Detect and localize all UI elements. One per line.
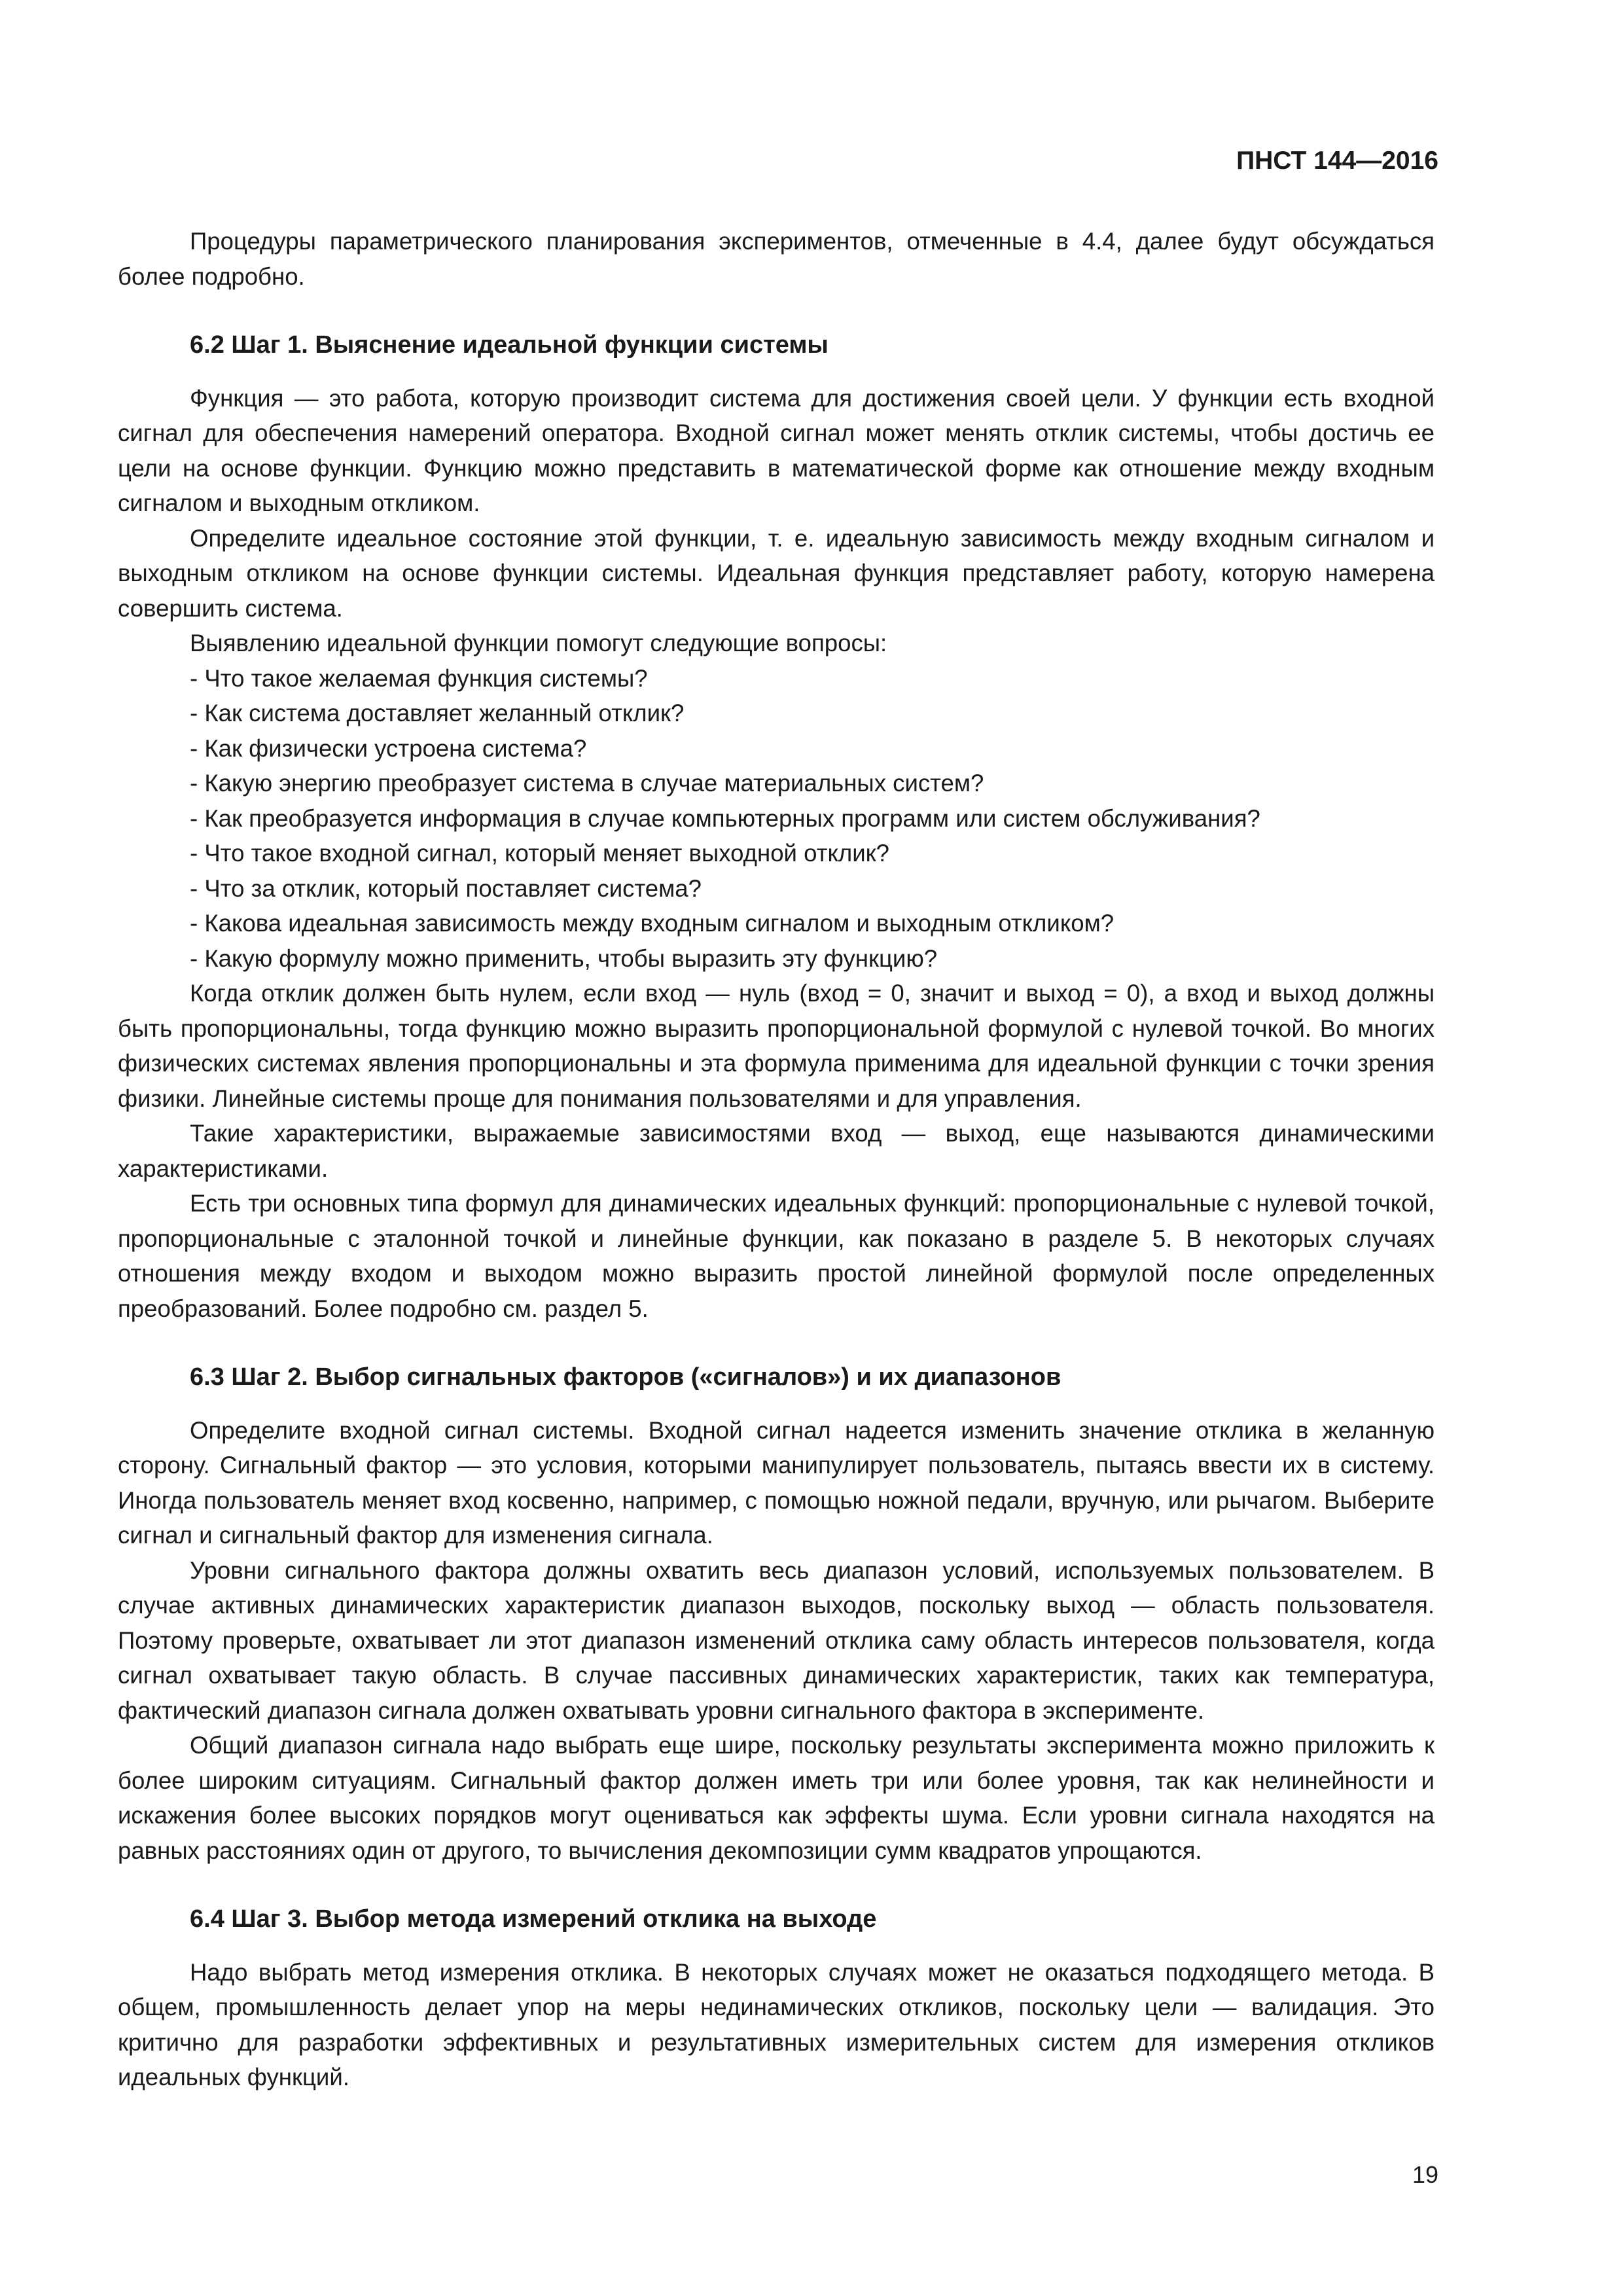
section-6-3-paragraph-2: Уровни сигнального фактора должны охватить весь диапазон условий, используемых пользователем. В случае активных динамических характеристик диапазон выходов, поскольку выход — область пользователя. Поэтому проверьте, охватывает ли этот диапазон изменений отклика саму область интересов пользователя, когда сигнал охватывает такую область. В случае пассивных динамических характеристик, таких как температура, фактический диапазон сигнала должен охватывать уровни сигнального фактора в эксперименте.	[118, 1556, 1435, 1724]
questions-list	[118, 661, 1435, 977]
document-code-header: ПНСТ 144—2016	[1236, 147, 1438, 175]
page-content	[118, 224, 1435, 2095]
section-6-2-paragraph-3: Выявлению идеальной функции помогут следующие вопросы:	[190, 630, 887, 656]
list-item: - Какую энергию преобразует система в случае материальных систем?	[190, 770, 984, 797]
intro-paragraph: Процедуры параметрического планирования экспериментов, отмеченные в 4.4, далее будут обсуждаться более подробно.	[118, 228, 1435, 290]
section-6-3-heading: 6.3 Шаг 2. Выбор сигнальных факторов («сигналов») и их диапазонов	[190, 1363, 1061, 1391]
section-6-2-paragraph-1: Функция — это работа, которую производит система для достижения своей цели. У функции есть входной сигнал для обеспечения намерений оператора. Входной сигнал может менять отклик системы, чтобы достичь ее цели на основе функции. Функцию можно представить в математической форме как отношение между входным сигналом и выходным откликом.	[118, 384, 1435, 516]
list-item: - Что такое желаемая функция системы?	[190, 664, 648, 692]
section-6-2-paragraph-6: Есть три основных типа формул для динамических идеальных функций: пропорциональные с нулевой точкой, пропорциональные с эталонной точкой и линейные функции, как показано в разделе 5. В некоторых случаях отношения между входом и выходом можно выразить простой линейной формулой после определенных преобразований. Более подробно см. раздел 5.	[118, 1190, 1435, 1322]
section-6-3-paragraph-3: Общий диапазон сигнала надо выбрать еще шире, поскольку результаты эксперимента можно приложить к более широким ситуациям. Сигнальный фактор должен иметь три или более уровня, так как нелинейности и искажения более высоких порядков могут оцениваться как эффекты шума. Если уровни сигнала находятся на равных расстояниях один от другого, то вычисления декомпозиции сумм квадратов упрощаются.	[118, 1732, 1435, 1864]
section-6-2-paragraph-2: Определите идеальное состояние этой функции, т. е. идеальную зависимость между входным сигналом и выходным откликом на основе функции системы. Идеальная функция представляет работу, которую намерена совершить система.	[118, 524, 1435, 622]
section-6-2-paragraph-5: Такие характеристики, выражаемые зависимостями вход — выход, еще называются динамическими характеристиками.	[118, 1120, 1435, 1182]
section-6-2-heading: 6.2 Шаг 1. Выяснение идеальной функции системы	[190, 331, 829, 359]
list-item: - Как система доставляет желанный отклик?	[190, 700, 685, 726]
section-6-4-paragraph-1: Надо выбрать метод измерения отклика. В некоторых случаях может не оказаться подходящего метода. В общем, промышленность делает упор на меры нединамических откликов, поскольку цели — валидация. Это критично для разработки эффективных и результативных измерительных систем для измерения откликов идеальных функций.	[118, 1958, 1435, 2090]
list-item: - Что за отклик, который поставляет система?	[190, 874, 702, 902]
list-item: - Как преобразуется информация в случае компьютерных программ или систем обслуживания?	[190, 804, 1260, 832]
list-item: - Как физически устроена система?	[190, 734, 587, 762]
list-item: - Что такое входной сигнал, который меняет выходной отклик?	[190, 840, 889, 867]
section-6-3-paragraph-1: Определите входной сигнал системы. Входной сигнал надеется изменить значение отклика в желанную сторону. Сигнальный фактор — это условия, которыми манипулирует пользователь, пытаясь ввести их в систему. Иногда пользователь меняет вход косвенно, например, с помощью ножной педали, вручную, или рычагом. Выберите сигнал и сигнальный фактор для изменения сигнала.	[118, 1416, 1435, 1549]
list-item: - Какую формулу можно применить, чтобы выразить эту функцию?	[190, 944, 938, 972]
section-6-4-heading: 6.4 Шаг 3. Выбор метода измерений отклика на выходе	[190, 1905, 877, 1933]
section-6-2-paragraph-4: Когда отклик должен быть нулем, если вход — нуль (вход = 0, значит и выход = 0), а вход и выход должны быть пропорциональны, тогда функцию можно выразить пропорциональной формулой с нулевой точкой. Во многих физических системах явления пропорциональны и эта формула применима для идеальной функции с точки зрения физики. Линейные системы проще для понимания пользователями и для управления.	[118, 980, 1435, 1112]
list-item: - Какова идеальная зависимость между входным сигналом и выходным откликом?	[190, 910, 1115, 937]
page-number: 19	[1412, 2161, 1438, 2188]
